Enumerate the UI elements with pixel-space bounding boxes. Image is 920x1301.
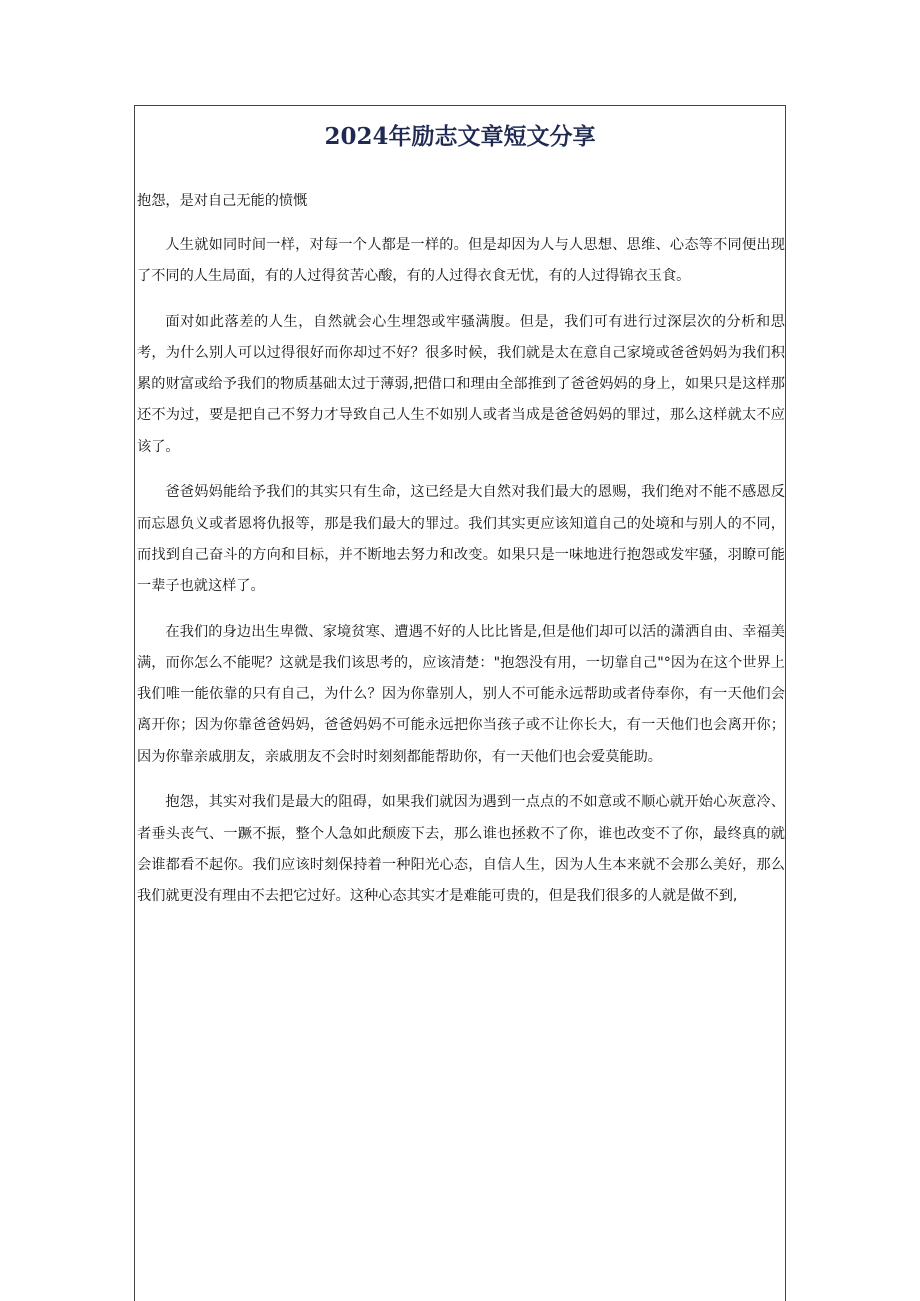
document-body: [137, 186, 785, 927]
document-subtitle: 抱怨，是对自己无能的愤慨: [137, 193, 308, 209]
paragraph-5: 抱怨，其实对我们是最大的阻碍，如果我们就因为遇到一点点的不如意或不顺心就开始心灰意冷、者垂头丧气、一蹶不振，整个人急如此颓废下去，那么谁也拯救不了你，谁也改变不了你，最终真的就会谁都看不起你。我们应该时刻保持着一种阳光心态，自信人生，因为人生本来就不会那么美好，那么我们就更没有理由不去把它过好。这种心态其实才是难能可贵的，但是我们很多的人就是做不到,: [137, 794, 785, 905]
paragraph-1: 人生就如同时间一样，对每一个人都是一样的。但是却因为人与人思想、思维、心态等不同便出现了不同的人生局面，有的人过得贫苦心酸，有的人过得衣食无忧，有的人过得锦衣玉食。: [137, 236, 785, 284]
paragraph-2: 面对如此落差的人生，自然就会心生埋怨或牢骚满腹。但是，我们可有进行过深层次的分析和思考，为什么别人可以过得很好而你却过不好？很多时候，我们就是太在意自己家境或爸爸妈妈为我们积累的财富或给予我们的物质基础太过于薄弱,把借口和理由全部推到了爸爸妈妈的身上，如果只是这样那还不为过，要是把自己不努力才导致自己人生不如别人或者当成是爸爸妈妈的罪过，那么这样就太不应该了。: [137, 313, 785, 455]
paragraph-3: 爸爸妈妈能给予我们的其实只有生命，这已经是大自然对我们最大的恩赐，我们绝对不能不感恩反而忘恩负义或者恩将仇报等，那是我们最大的罪过。我们其实更应该知道自己的处境和与别人的不同，而找到自己奋斗的方向和目标，并不断地去努力和改变。如果只是一味地进行抱怨或发牢骚，羽瞭可能一辈子也就这样了。: [137, 484, 785, 595]
document-title: 2024年励志文章短文分享: [324, 123, 596, 150]
document-page: [134, 105, 786, 1301]
paragraph-4: 在我们的身边出生卑微、家境贫寒、遭遇不好的人比比皆是,但是他们却可以活的潇洒自由、幸福美满，而你怎么不能呢？这就是我们该思考的，应该清楚："抱怨没有用，一切靠自己"°因为在这个世界上我们唯一能依靠的只有自己，为什么？因为你靠别人，别人不可能永远帮助或者侍奉你，有一天他们会离开你；因为你靠爸爸妈妈，爸爸妈妈不可能永远把你当孩子或不让你长大，有一天他们也会离开你；因为你靠亲戚朋友，亲戚朋友不会时时刻刻都能帮助你，有一天他们也会爱莫能助。: [137, 623, 785, 765]
